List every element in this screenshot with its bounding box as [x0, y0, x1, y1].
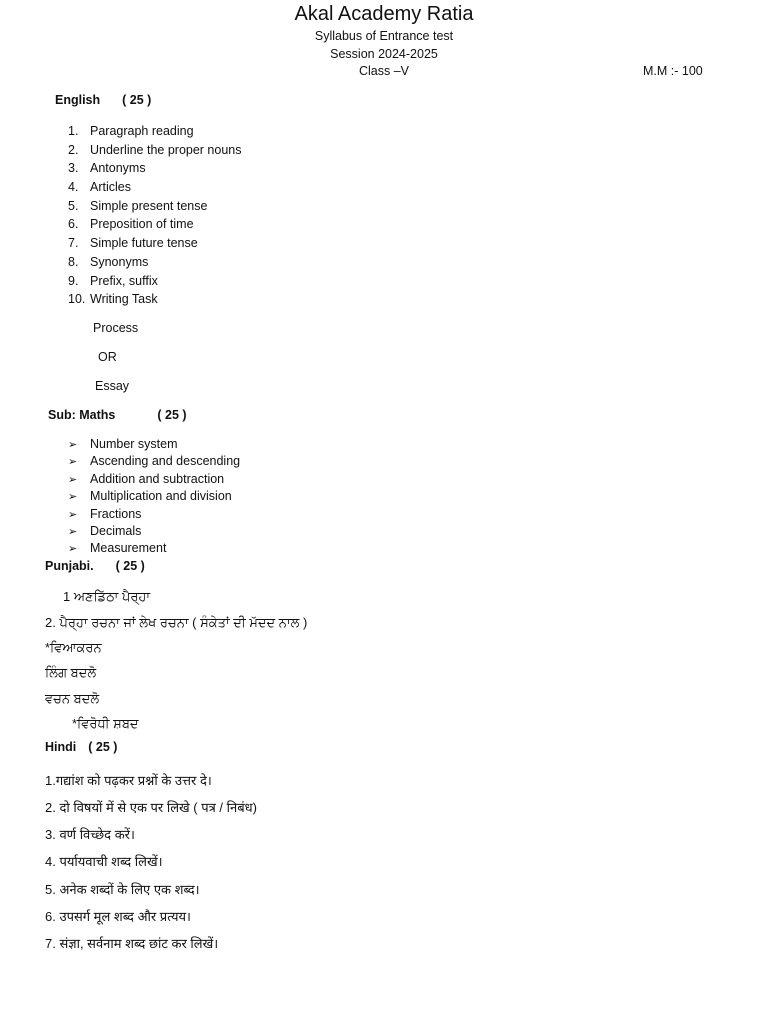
document-subtitle: Syllabus of Entrance test [314, 29, 454, 43]
max-marks-label: M.M :- 100 [643, 64, 703, 78]
class-label: Class –V [358, 64, 410, 78]
maths-marks: ( 25 ) [157, 408, 187, 422]
item-number: 5. [68, 198, 79, 213]
list-item [68, 178, 242, 197]
arrow-bullet-icon: ➢ [68, 508, 78, 521]
arrow-bullet-icon: ➢ [68, 525, 78, 538]
list-item [68, 253, 242, 272]
item-text: Preposition of time [90, 217, 194, 232]
school-title: Akal Academy Ratia [294, 3, 474, 25]
item-number: 3. [68, 161, 79, 176]
english-title: English [55, 93, 101, 107]
writing-option-or: OR [98, 350, 117, 364]
maths-topic-list [68, 436, 240, 558]
punjabi-title: Punjabi. [45, 559, 94, 573]
item-text: Fractions [90, 506, 142, 521]
hindi-line: 1.गद्यांश को पढ़कर प्रश्नों के उत्तर दे। [45, 773, 212, 788]
list-item [68, 453, 240, 470]
punjabi-marks: ( 25 ) [115, 559, 145, 573]
list-item [68, 122, 242, 141]
item-number: 6. [68, 217, 79, 232]
hindi-marks: ( 25 ) [88, 740, 118, 754]
session-label: Session 2024-2025 [330, 47, 438, 61]
item-text: Multiplication and division [90, 489, 232, 504]
hindi-heading [45, 740, 117, 754]
writing-option-essay: Essay [95, 379, 130, 393]
arrow-bullet-icon: ➢ [68, 543, 78, 556]
arrow-bullet-icon: ➢ [68, 439, 78, 451]
punjabi-line: ਲਿੰਗ ਬਦਲੋ [45, 665, 97, 680]
item-text: Writing Task [90, 292, 158, 307]
item-text: Antonyms [90, 161, 146, 176]
punjabi-line: 2. ਪੈਰ੍ਹਾ ਰਚਨਾ ਜਾਂ ਲੇਖ ਰਚਨਾ ( ਸੰਕੇਤਾਂ ਦੀ ਮੱਦਦ ਨਾਲ ) [45, 615, 308, 630]
english-topic-list [68, 122, 242, 309]
item-text: Ascending and descending [90, 454, 241, 469]
item-number: 8. [68, 254, 79, 269]
item-text: Articles [90, 180, 131, 195]
item-text: Number system [90, 437, 178, 451]
punjabi-line: ਵਚਨ ਬਦਲੋ [45, 691, 100, 706]
item-text: Measurement [90, 541, 167, 556]
list-item [68, 234, 242, 253]
hindi-line: 2. दो विषयों में से एक पर लिखे ( पत्र / निबंध) [45, 800, 257, 815]
list-item [68, 471, 240, 488]
punjabi-line: 1 ਅਣਡਿੱਠਾ ਪੈਰ੍ਹਾ [63, 589, 151, 604]
arrow-bullet-icon: ➢ [68, 456, 78, 469]
item-text: Underline the proper nouns [90, 142, 242, 157]
item-text: Simple present tense [90, 198, 208, 213]
list-item [68, 523, 240, 540]
list-item [68, 272, 242, 291]
item-text: Decimals [90, 523, 142, 538]
punjabi-line: *ਵਿਆਕਰਨ [45, 640, 102, 655]
list-item [68, 436, 240, 453]
list-item [68, 159, 242, 178]
punjabi-line: *ਵਿਰੋਧੀ ਸ਼ਬਦ [72, 716, 139, 731]
hindi-line: 6. उपसर्ग मूल शब्द और प्रत्यय। [45, 909, 191, 924]
item-number: 4. [68, 180, 79, 195]
writing-option-process: Process [93, 321, 139, 335]
list-item [68, 197, 242, 216]
item-number: 7. [68, 236, 79, 251]
item-text: Paragraph reading [90, 124, 194, 138]
item-number: 1. [68, 124, 79, 138]
list-item [68, 488, 240, 505]
item-number: 2. [68, 142, 79, 157]
item-text: Prefix, suffix [90, 273, 158, 288]
english-marks: ( 25 ) [122, 93, 152, 107]
punjabi-heading [45, 559, 145, 573]
list-item [68, 215, 242, 234]
hindi-title: Hindi [45, 740, 77, 754]
hindi-line: 5. अनेक शब्दों के लिए एक शब्द। [45, 882, 200, 897]
english-heading [55, 93, 151, 107]
arrow-bullet-icon: ➢ [68, 473, 78, 486]
hindi-line: 7. संज्ञा, सर्वनाम शब्द छांट कर लिखें। [45, 936, 219, 951]
item-text: Synonyms [90, 254, 149, 269]
maths-title: Sub: Maths [48, 408, 116, 422]
hindi-line: 4. पर्यायवाची शब्द लिखें। [45, 854, 163, 869]
item-text: Addition and subtraction [90, 471, 225, 486]
item-number: 9. [68, 273, 79, 288]
item-number: 10. [68, 292, 86, 307]
list-item [68, 506, 240, 523]
list-item [68, 141, 242, 160]
maths-heading [48, 408, 187, 422]
hindi-line: 3. वर्ण विच्छेद करें। [45, 827, 135, 842]
list-item [68, 290, 242, 309]
list-item [68, 540, 240, 557]
item-text: Simple future tense [90, 236, 198, 251]
arrow-bullet-icon: ➢ [68, 491, 78, 504]
